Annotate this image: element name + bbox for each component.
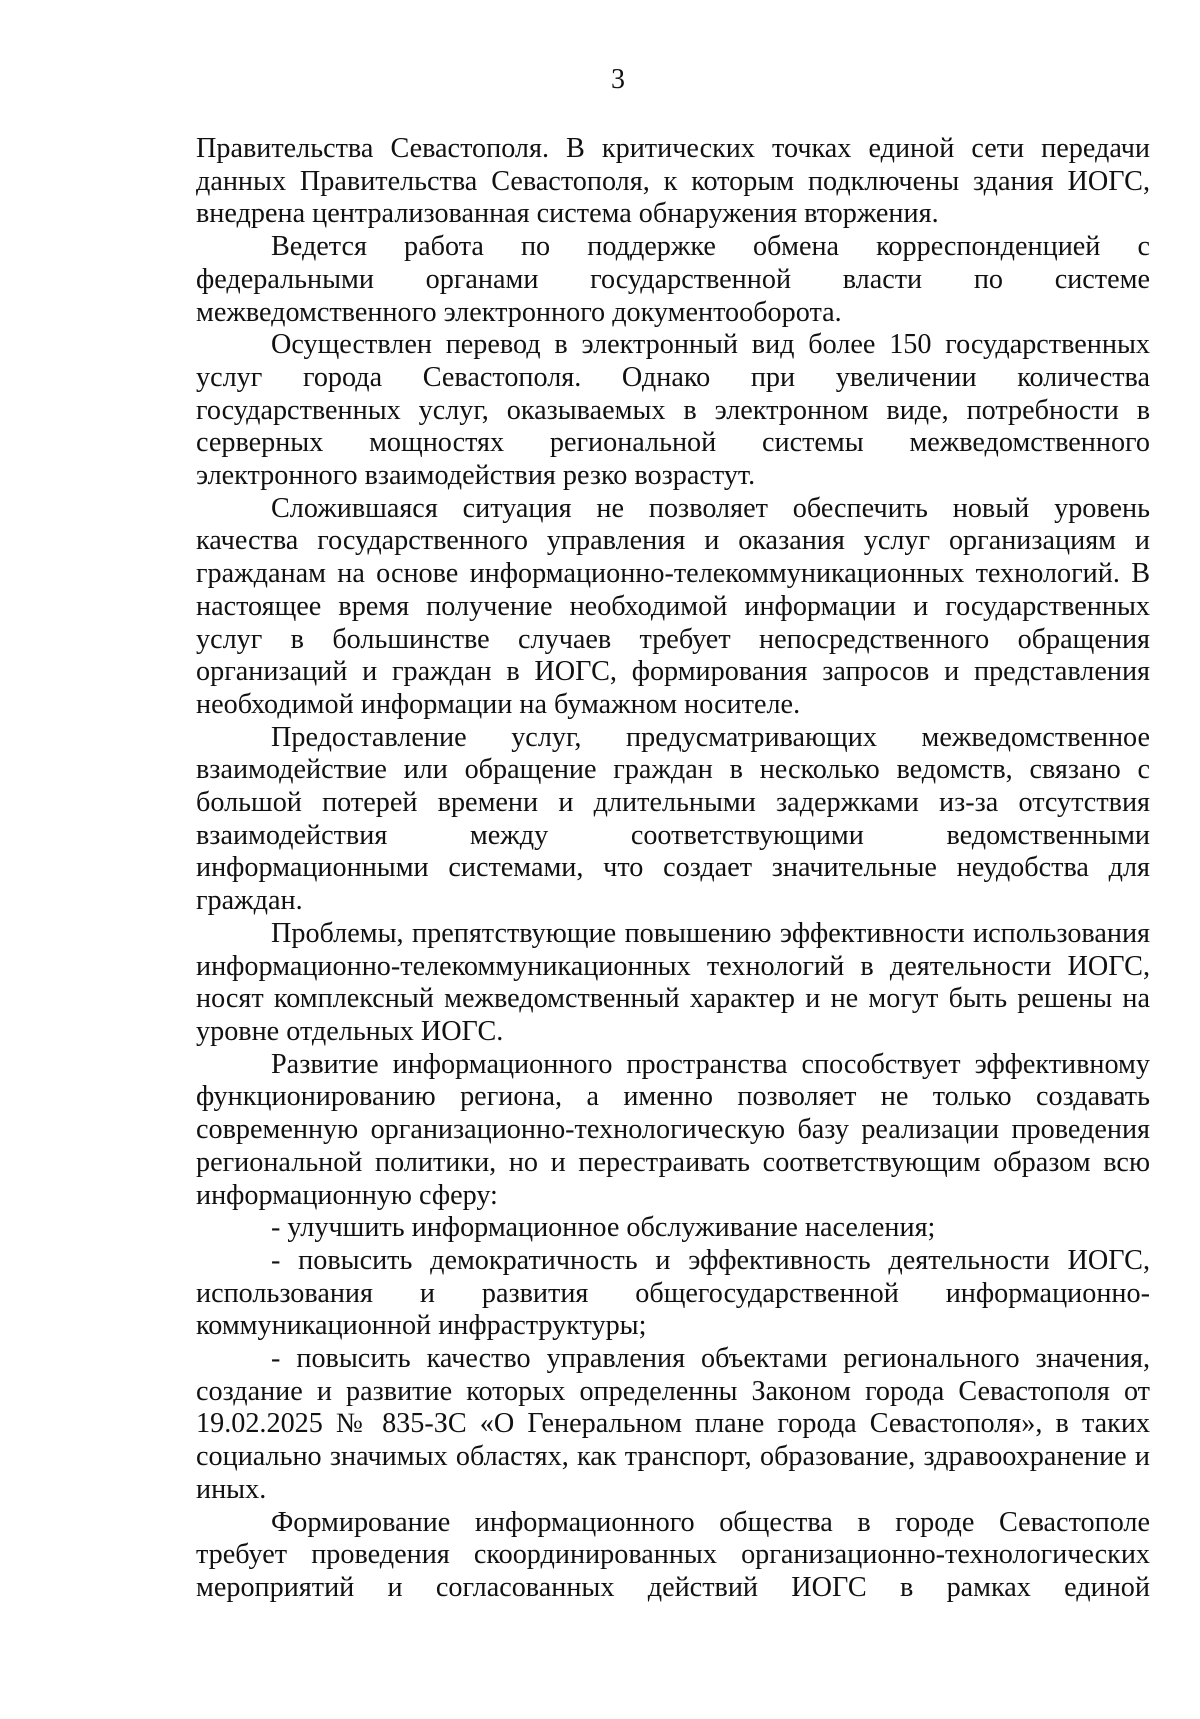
document-body	[196, 133, 1150, 1605]
paragraph-continuation: Правительства Севастополя. В критических точках единой сети передачи данных Правительства Севастополя, к которым подключены здания ИОГС, внедрена централизованная система обнаружения вторжения.	[196, 133, 1150, 230]
paragraph-interagency-services: Предоставление услуг, предусматривающих межведомственное взаимодействие или обращение граждан в несколько ведомств, связано с большой потерей времени и длительными задержками из-за отсутствия взаимодействия между соответствующими ведомственными информационными системами, что создает значительные неудобства для граждан.	[196, 721, 1150, 917]
list-item-democracy-efficiency: - повысить демократичность и эффективность деятельности ИОГС, использования и развития общегосударственной информационно-коммуникационной инфраструктуры;	[196, 1244, 1150, 1342]
list-item-management-quality: - повысить качество управления объектами регионального значения, создание и развитие которых определенны Законом города Севастополя от 19.02.2025 № 835-ЗС «О Генеральном плане города Севастополя», в таких социально значимых областях, как транспорт, образование, здравоохранение и иных.	[196, 1343, 1150, 1505]
paragraph-current-situation: Сложившаяся ситуация не позволяет обеспечить новый уровень качества государственного управления и оказания услуг организациям и гражданам на основе информационно-телекоммуникационных технологий. В настоящее время получение необходимой информации и государственных услуг в большинстве случаев требует непосредственного обращения организаций и граждан в ИОГС, формирования запросов и представления необходимой информации на бумажном носителе.	[196, 492, 1150, 720]
paragraph-correspondence: Ведется работа по поддержке обмена корреспонденцией с федеральными органами государственной власти по системе межведомственного электронного документооборота.	[196, 231, 1150, 328]
paragraph-problems: Проблемы, препятствующие повышению эффективности использования информационно-телекоммуникационных технологий в деятельности ИОГС, носят комплексный межведомственный характер и не могут быть решены на уровне отдельных ИОГС.	[196, 917, 1150, 1047]
page-number: 3	[611, 64, 625, 95]
paragraph-electronic-services: Осуществлен перевод в электронный вид более 150 государственных услуг города Севастополя. Однако при увеличении количества государственных услуг, оказываемых в электронном виде, потребности в серверных мощностях региональной системы межведомственного электронного взаимодействия резко возрастут.	[196, 329, 1150, 492]
paragraph-information-space: Развитие информационного пространства способствует эффективному функционированию региона, а именно позволяет не только создавать современную организационно-технологическую базу реализации проведения региональной политики, но и перестраивать соответствующим образом всю информационную сферу:	[196, 1048, 1150, 1211]
list-item-information-service: - улучшить информационное обслуживание населения;	[271, 1212, 936, 1244]
paragraph-information-society: Формирование информационного общества в городе Севастополе требует проведения скоординированных организационно-технологических мероприятий и согласованных действий ИОГС в рамках единой	[196, 1506, 1150, 1603]
